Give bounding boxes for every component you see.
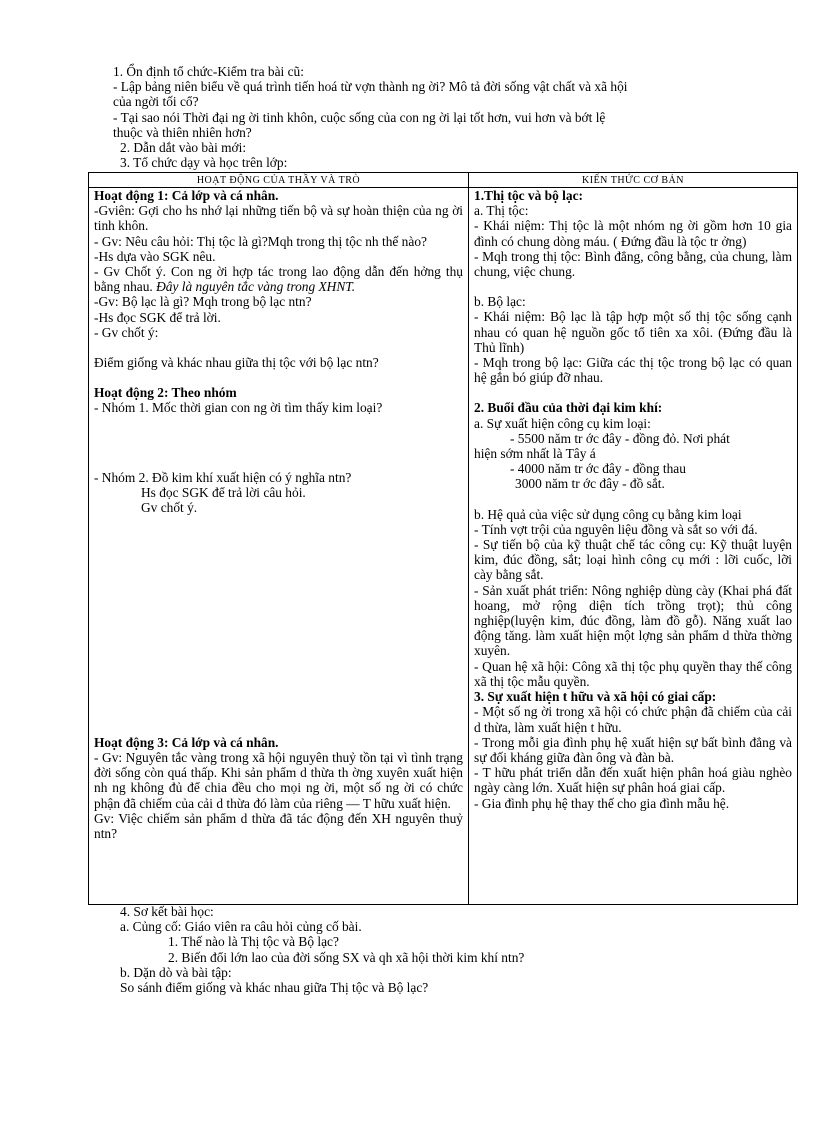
left-p10: - Nhóm 2. Đồ kim khí xuất hiện có ý nghĩa ntn? [94,469,352,485]
activity-1-heading: Hoạt động 1: Cả lớp và cá nhân. [94,188,279,203]
intro-line-5: thuộc và thiên nhiên hơn? [113,124,252,140]
right-r17: - Một số ng ời trong xã hội có chức phận đã chiếm của cải d thừa, làm xuất hiện t hữu. [474,704,792,735]
intro-block [113,64,763,170]
right-r10: - 4000 năm tr ớc đây - đồng thau [510,461,686,477]
left-p13: - Gv: Nguyên tắc vàng trong xã hội nguyên thuỷ tồn tại vì tình trạng đời sống còn quá thấp. Khi sản phẩm d thừa th ờng xuyên xuất hiện nh ng không đủ để chia đều cho mọi ng ời, một số ng ời có chức phận đã chiếm của cải d thừa đó làm của riêng — T hữu xuất hiện. [94,750,463,811]
activity-2-heading: Hoạt động 2: Theo nhóm [94,385,237,401]
right-r6: - Mqh trong bộ lạc: Giữa các thị tộc trong bộ lạc có quan hệ gắn bó giúp đỡ nhau. [474,355,792,386]
left-p8: Điểm giống và khác nhau giữa thị tộc với bộ lạc ntn? [94,355,379,371]
left-p4 [94,264,463,294]
right-r7: a. Sự xuất hiện công cụ kim loại: [474,415,651,431]
right-r8: - 5500 năm tr ớc đây - đồng đỏ. Nơi phát [510,430,730,446]
right-r18: - Trong mỗi gia đình phụ hệ xuất hiện sự bất bình đẳng và sự đối kháng giữa đàn ông và đàn bà. [474,734,792,765]
outro-line-4: 2. Biến đổi lớn lao của đời sống SX và qh xã hội thời kim khí ntn? [168,949,525,965]
outro-line-5: b. Dặn dò và bài tập: [120,964,232,980]
right-r2: - Khái niệm: Thị tộc là một nhóm ng ời gồm hơn 10 gia đình có chung dòng máu. ( Đứng đầu là tộc tr ởng) [474,218,792,249]
right-r14: - Sự tiến bộ của kỹ thuật chế tác công cụ: Kỹ thuật luyện kim, đúc đồng, sắt; loại hình công cụ mới : lỡi cuốc, lỡi cày bằng sắt. [474,537,792,583]
left-p11: Hs đọc SGK để trả lời câu hỏi. [141,484,306,500]
intro-line-2: - Lập bảng niên biểu về quá trình tiến hoá từ vợn thành ng ời? Mô tả đời sống vật chất và xã hội [113,79,628,95]
left-p5: -Gv: Bộ lạc là gì? Mqh trong bộ lạc ntn? [94,294,312,310]
intro-line-3: của ngời tối cổ? [113,94,199,110]
right-r13: - Tính vợt trội của nguyên liệu đồng và sắt so với đá. [474,521,758,537]
right-r1: a. Thị tộc: [474,203,529,219]
left-p7: - Gv chốt ý: [94,324,159,340]
outro-line-2: a. Củng cố: Giáo viên ra câu hỏi củng cố bài. [120,919,362,935]
section-2-heading: 2. Buổi đầu của thời đại kim khí: [474,400,663,416]
intro-line-7: 3. Tổ chức dạy và học trên lớp: [120,155,288,171]
right-r16: - Quan hệ xã hội: Công xã thị tộc phụ quyền thay thế công xã thị tộc mẫu quyền. [474,658,792,689]
left-p9: - Nhóm 1. Mốc thời gian con ng ời tìm thấy kim loại? [94,400,383,416]
left-p12: Gv chốt ý. [141,500,198,516]
left-p3: -Hs dựa vào SGK nêu. [94,248,216,264]
intro-line-4: - Tại sao nói Thời đại ng ời tinh khôn, cuộc sống của con ng ời lại tốt hơn, vui hơn và bớt lệ [113,109,606,125]
outro-line-3: 1. Thế nào là Thị tộc và Bộ lạc? [168,934,339,950]
activity-3-heading: Hoạt động 3: Cả lớp và cá nhân. [94,735,279,750]
left-p1: -Gviên: Gợi cho hs nhớ lại những tiến bộ và sự hoàn thiện của ng ời tinh khôn. [94,203,463,234]
right-cell [469,188,798,905]
right-r12: b. Hệ quả của việc sử dụng công cụ bằng kim loại [474,506,742,522]
right-r11: 3000 năm tr ớc đây - đồ sắt. [515,476,665,492]
left-p4-text: - Gv Chốt ý. Con ng ời hợp tác trong lao động dẫn đến hởng thụ bằng nhau. [94,264,463,295]
outro-line-1: 4. Sơ kết bài học: [120,904,214,919]
right-r4: b. Bộ lạc: [474,294,526,310]
lesson-table [88,172,798,905]
header-left: HOẠT ĐỘNG CỦA THẦY VÀ TRÒ [89,173,469,188]
section-3-heading: 3. Sự xuất hiện t hữu và xã hội có giai cấp: [474,689,717,705]
right-r3: - Mqh trong thị tộc: Bình đẳng, công bằng, của chung, làm chung, việc chung. [474,248,792,280]
intro-line-6: 2. Dẫn dắt vào bài mới: [120,140,247,156]
intro-line-1: 1. Ổn định tổ chức-Kiểm tra bài cũ: [113,64,304,79]
right-r9: hiện sớm nhất là Tây á [474,446,596,462]
outro-block [120,904,770,995]
right-r5: - Khái niệm: Bộ lạc là tập hợp một số thị tộc sống cạnh nhau có quan hệ nguồn gốc tổ tiên xa xôi. (Đứng đầu là Thủ lĩnh) [474,309,792,355]
header-right: KIẾN THỨC CƠ BẢN [469,173,798,188]
golden-rule-note: Đây là nguyên tắc vàng trong XHNT. [156,279,356,295]
left-p2: - Gv: Nêu câu hỏi: Thị tộc là gì?Mqh trong thị tộc nh thế nào? [94,233,427,249]
section-1-heading: 1.Thị tộc và bộ lạc: [474,188,583,203]
left-p14: Gv: Việc chiếm sản phẩm d thừa đã tác động đến XH nguyên thuỷ ntn? [94,810,463,842]
right-r19: - T hữu phát triển dẫn đến xuất hiện phân hoá giàu nghèo ngày càng lớn. Xuất hiện sự phân hoá giai cấp. [474,765,792,796]
left-cell [89,188,469,905]
left-p6: -Hs đọc SGK để trả lời. [94,309,221,325]
right-r15: - Sản xuất phát triển: Nông nghiệp dùng cày (Khai phá đất hoang, mở rộng diện tích trồng trọt); thủ công nghiệp(luyện kim, đúc đồng, làm đồ gỗ). Năng xuất lao động tăng. làm xuất hiện một lợng sản phẩm d thừa thờng xuyên. [474,582,792,659]
outro-line-6: So sánh điểm giống và khác nhau giữa Thị tộc và Bộ lạc? [120,980,429,996]
right-r20: - Gia đình phụ hệ thay thế cho gia đình mẫu hệ. [474,795,730,811]
